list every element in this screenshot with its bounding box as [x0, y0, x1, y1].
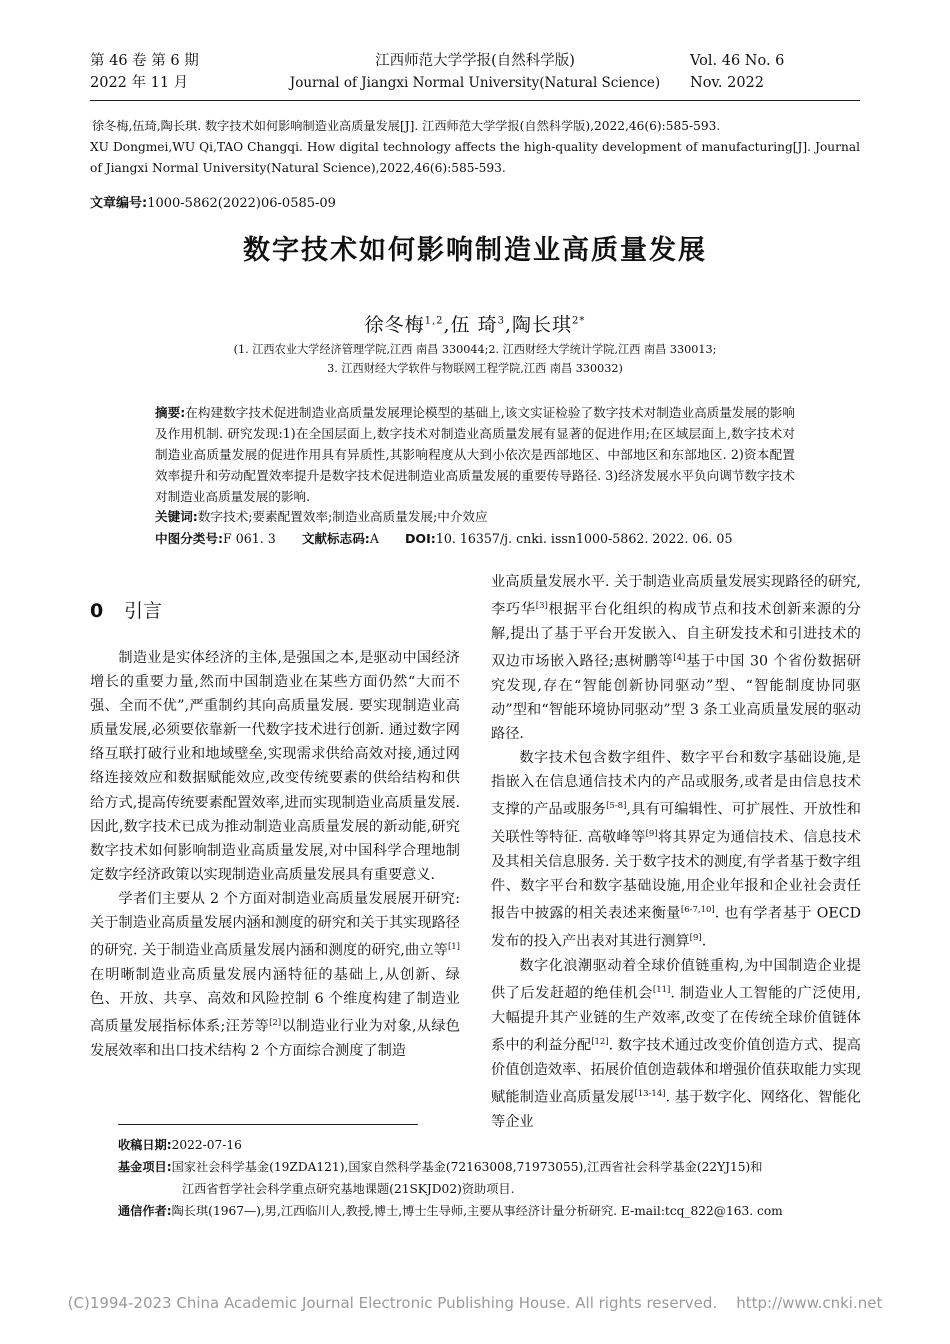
paper-title: 数字技术如何影响制造业高质量发展: [243, 235, 707, 266]
copyright-notice: (C)1994-2023 China Academic Journal Electronic Publishing House. All rights reserved. http://www.cnki.net: [67, 1294, 883, 1312]
ref-marker[interactable]: [4]: [673, 653, 686, 664]
footnote-rule: [118, 1124, 418, 1125]
volume-issue-en: Vol. 46 No. 6: [690, 53, 785, 69]
author-3-affil: 2*: [572, 315, 586, 327]
journal-name-en: Journal of Jiangxi Normal University(Natural Science): [289, 75, 661, 91]
paragraph: 制造业是实体经济的主体,是强国之本,是驱动中国经济增长的重要力量,然而中国制造业在某些方面仍然“大而不强、全而不优”,严重制约其向高质量发展. 要实现制造业高质量发展,必须要依靠新一代数字技术进行创新. 通过数字网络互联打破行业和地域壁垒,实现需求供给高效对接,通过网络连接效应和数据赋能效应,改变传统要素的供给结构和供给方式,提高传统要素配置效率,进而实现制造业高质量发展. 因此,数字技术已成为推动制造业高质量发展的新动能,研究数字技术如何影响制造业高质量发展,对中国科学合理地制定数字经济政策以实现制造业高质量发展具有重要意义.: [90, 650, 460, 883]
abstract-label: 摘要:: [155, 405, 186, 420]
journal-name-cn: 江西师范大学学报(自然科学版): [375, 53, 575, 69]
left-column: [90, 646, 460, 1063]
affiliation-line: (1. 江西农业大学经济管理学院,江西 南昌 330044;2. 江西财经大学统计学院,江西 南昌 330013;: [233, 343, 717, 356]
ref-marker[interactable]: [5-8]: [606, 801, 627, 812]
clc-label: 中图分类号:: [155, 531, 224, 546]
doi-value: 10. 16357/j. cnki. issn1000-5862. 2022. 06. 05: [435, 531, 733, 546]
ref-marker[interactable]: [2]: [269, 1018, 282, 1029]
article-number: [90, 192, 336, 211]
keywords-text: 数字技术;要素配置效率;制造业高质量发展;中介效应: [197, 509, 488, 524]
ref-marker[interactable]: [1]: [447, 942, 460, 953]
paragraph: 数字化浪潮驱动着全球价值链重构,为中国制造企业提供了后发赶超的绝佳机会[11]. 制造业人工智能的广泛使用,大幅提升其产业链的生产效率,改变了在传统全球价值链体系中的利益分配[12]. 数字技术通过改变价值创造方式、提高价值创造效率、拓展价值创造载体和增强价值获取能力实现赋能制造业高质量发展[13-14]. 基于数字化、网络化、智能化等企业: [491, 957, 861, 1130]
section-number: 0: [90, 600, 104, 622]
ref-marker[interactable]: [3]: [535, 601, 548, 612]
ref-marker[interactable]: [12]: [591, 1036, 609, 1047]
ref-marker[interactable]: [13-14]: [634, 1088, 666, 1099]
affiliation-line: 3. 江西财经大学软件与物联网工程学院,江西 南昌 330032): [327, 362, 623, 375]
author-list: 徐冬梅$^{1,2}$,伍 琦$^3$,陶长琪$^{2*}$: [364, 314, 586, 336]
ref-marker[interactable]: [6-7,10]: [680, 905, 715, 916]
doc-code-value: A: [369, 531, 379, 546]
article-number-label: 文章编号:: [90, 196, 148, 211]
doc-code-label: 文献标志码:: [301, 531, 370, 546]
ref-marker[interactable]: [11]: [652, 984, 671, 995]
author-2: 伍 琦: [450, 314, 498, 336]
citation-cn: 徐冬梅,伍琦,陶长琪. 数字技术如何影响制造业高质量发展[J]. 江西师范大学学报(自然科学版),2022,46(6):585-593.: [92, 119, 721, 133]
section-title: 引言: [124, 600, 163, 622]
paragraph: 业高质量发展水平. 关于制造业高质量发展实现路径的研究,李巧华[3]根据平台化组织的构成节点和技术创新来源的分解,提出了基于平台开发嵌入、自主研发技术和引进技术的双边市场嵌入路径;惠树鹏等[4]基于中国 30 个省份数据研究发现,存在“智能创新协同驱动”型、“智能制度协同驱动”型和“智能环境协同驱动”型 3 条工业高质量发展的驱动路径.: [491, 574, 861, 743]
citation-en: XU Dongmei,WU Qi,TAO Changqi. How digital technology affects the high-quality development of manufacturing[J]. Journal of Jiangxi Normal University(Natural Science),2022,46(6):585-593.: [90, 140, 860, 175]
paragraph: 学者们主要从 2 个方面对制造业高质量发展展开研究:关于制造业高质量发展内涵和测度的研究和关于其实现路径的研究. 关于制造业高质量发展内涵和测度的研究,曲立等[1]在明晰制造业高质量发展内涵特征的基础上,从创新、绿色、开放、共享、高效和风险控制 6 个维度构建了制造业高质量发展指标体系;汪芳等[2]以制造业行业为对象,从绿色发展效率和出口技术结构 2 个方面综合测度了制造: [90, 890, 460, 1059]
header-rule: [90, 100, 860, 101]
date-en: Nov. 2022: [690, 75, 765, 91]
volume-issue-cn: 第 46 卷 第 6 期: [90, 53, 199, 69]
author-1-affil: 1,2: [424, 315, 444, 327]
author-3: 陶长琪: [512, 314, 573, 336]
footnotes: [90, 1134, 860, 1222]
funding-cont: 江西省哲学社会科学重点研究基地课题(21SKJD02)资助项目.: [182, 1182, 515, 1196]
keywords-label: 关键词:: [155, 509, 198, 524]
citation-block: [90, 116, 860, 179]
funding: 基金项目:国家社会科学基金(19ZDA121),国家自然科学基金(72163008,71973055),江西省社会科学基金(22YJ15)和: [118, 1160, 763, 1174]
corresponding-author: 通信作者:陶长琪(1967—),男,江西临川人,教授,博士,博士生导师,主要从事经济计量分析研究. E-mail:tcq_822@163. com: [118, 1204, 783, 1218]
ref-marker[interactable]: [9]: [645, 829, 658, 840]
paragraph: 数字技术包含数字组件、数字平台和数字基础设施,是指嵌入在信息通信技术内的产品或服务,或者是由信息技术支撑的产品或服务[5-8],具有可编辑性、可扩展性、开放性和关联性等特征. 高敬峰等[9]将其界定为通信技术、信息技术及其相关信息服务. 关于数字技术的测度,有学者基于数字组件、数字平台和数字基础设施,用企业年报和企业社会责任报告中披露的相关表述来衡量[6-7,10]. 也有学者基于 OECD 发布的投入产出表对其进行测算[9].: [491, 750, 861, 950]
right-column: [491, 570, 861, 1134]
received-date: 收稿日期:2022-07-16: [118, 1138, 242, 1152]
article-number-value: 1000-5862(2022)06-0585-09: [147, 196, 336, 211]
classification: [155, 528, 855, 549]
date-cn: 2022 年 11 月: [90, 75, 189, 91]
affiliations: [90, 340, 860, 378]
abstract-text: 在构建数字技术促进制造业高质量发展理论模型的基础上,该文实证检验了数字技术对制造业高质量发展的影响及作用机制. 研究发现:1)在全国层面上,数字技术对制造业高质量发展有显著的促进作用;在区域层面上,数字技术对制造业高质量发展的促进作用具有异质性,其影响程度从大到小依次是西部地区、中部地区和东部地区. 2)资本配置效率提升和劳动配置效率提升是数字技术促进制造业高质量发展的重要传导路径. 3)经济发展水平负向调节数字技术对制造业高质量发展的影响.: [155, 405, 795, 504]
abstract: [155, 402, 795, 507]
keywords: [155, 506, 795, 527]
header-right: [690, 50, 860, 94]
doi-label: DOI:: [404, 531, 436, 546]
header-center: [260, 50, 690, 94]
ref-marker[interactable]: [9]: [689, 932, 702, 943]
author-2-affil: 3: [497, 315, 505, 327]
author-1: 徐冬梅: [364, 314, 425, 336]
clc-value: F 061. 3: [223, 531, 276, 546]
section-heading: [90, 596, 162, 623]
